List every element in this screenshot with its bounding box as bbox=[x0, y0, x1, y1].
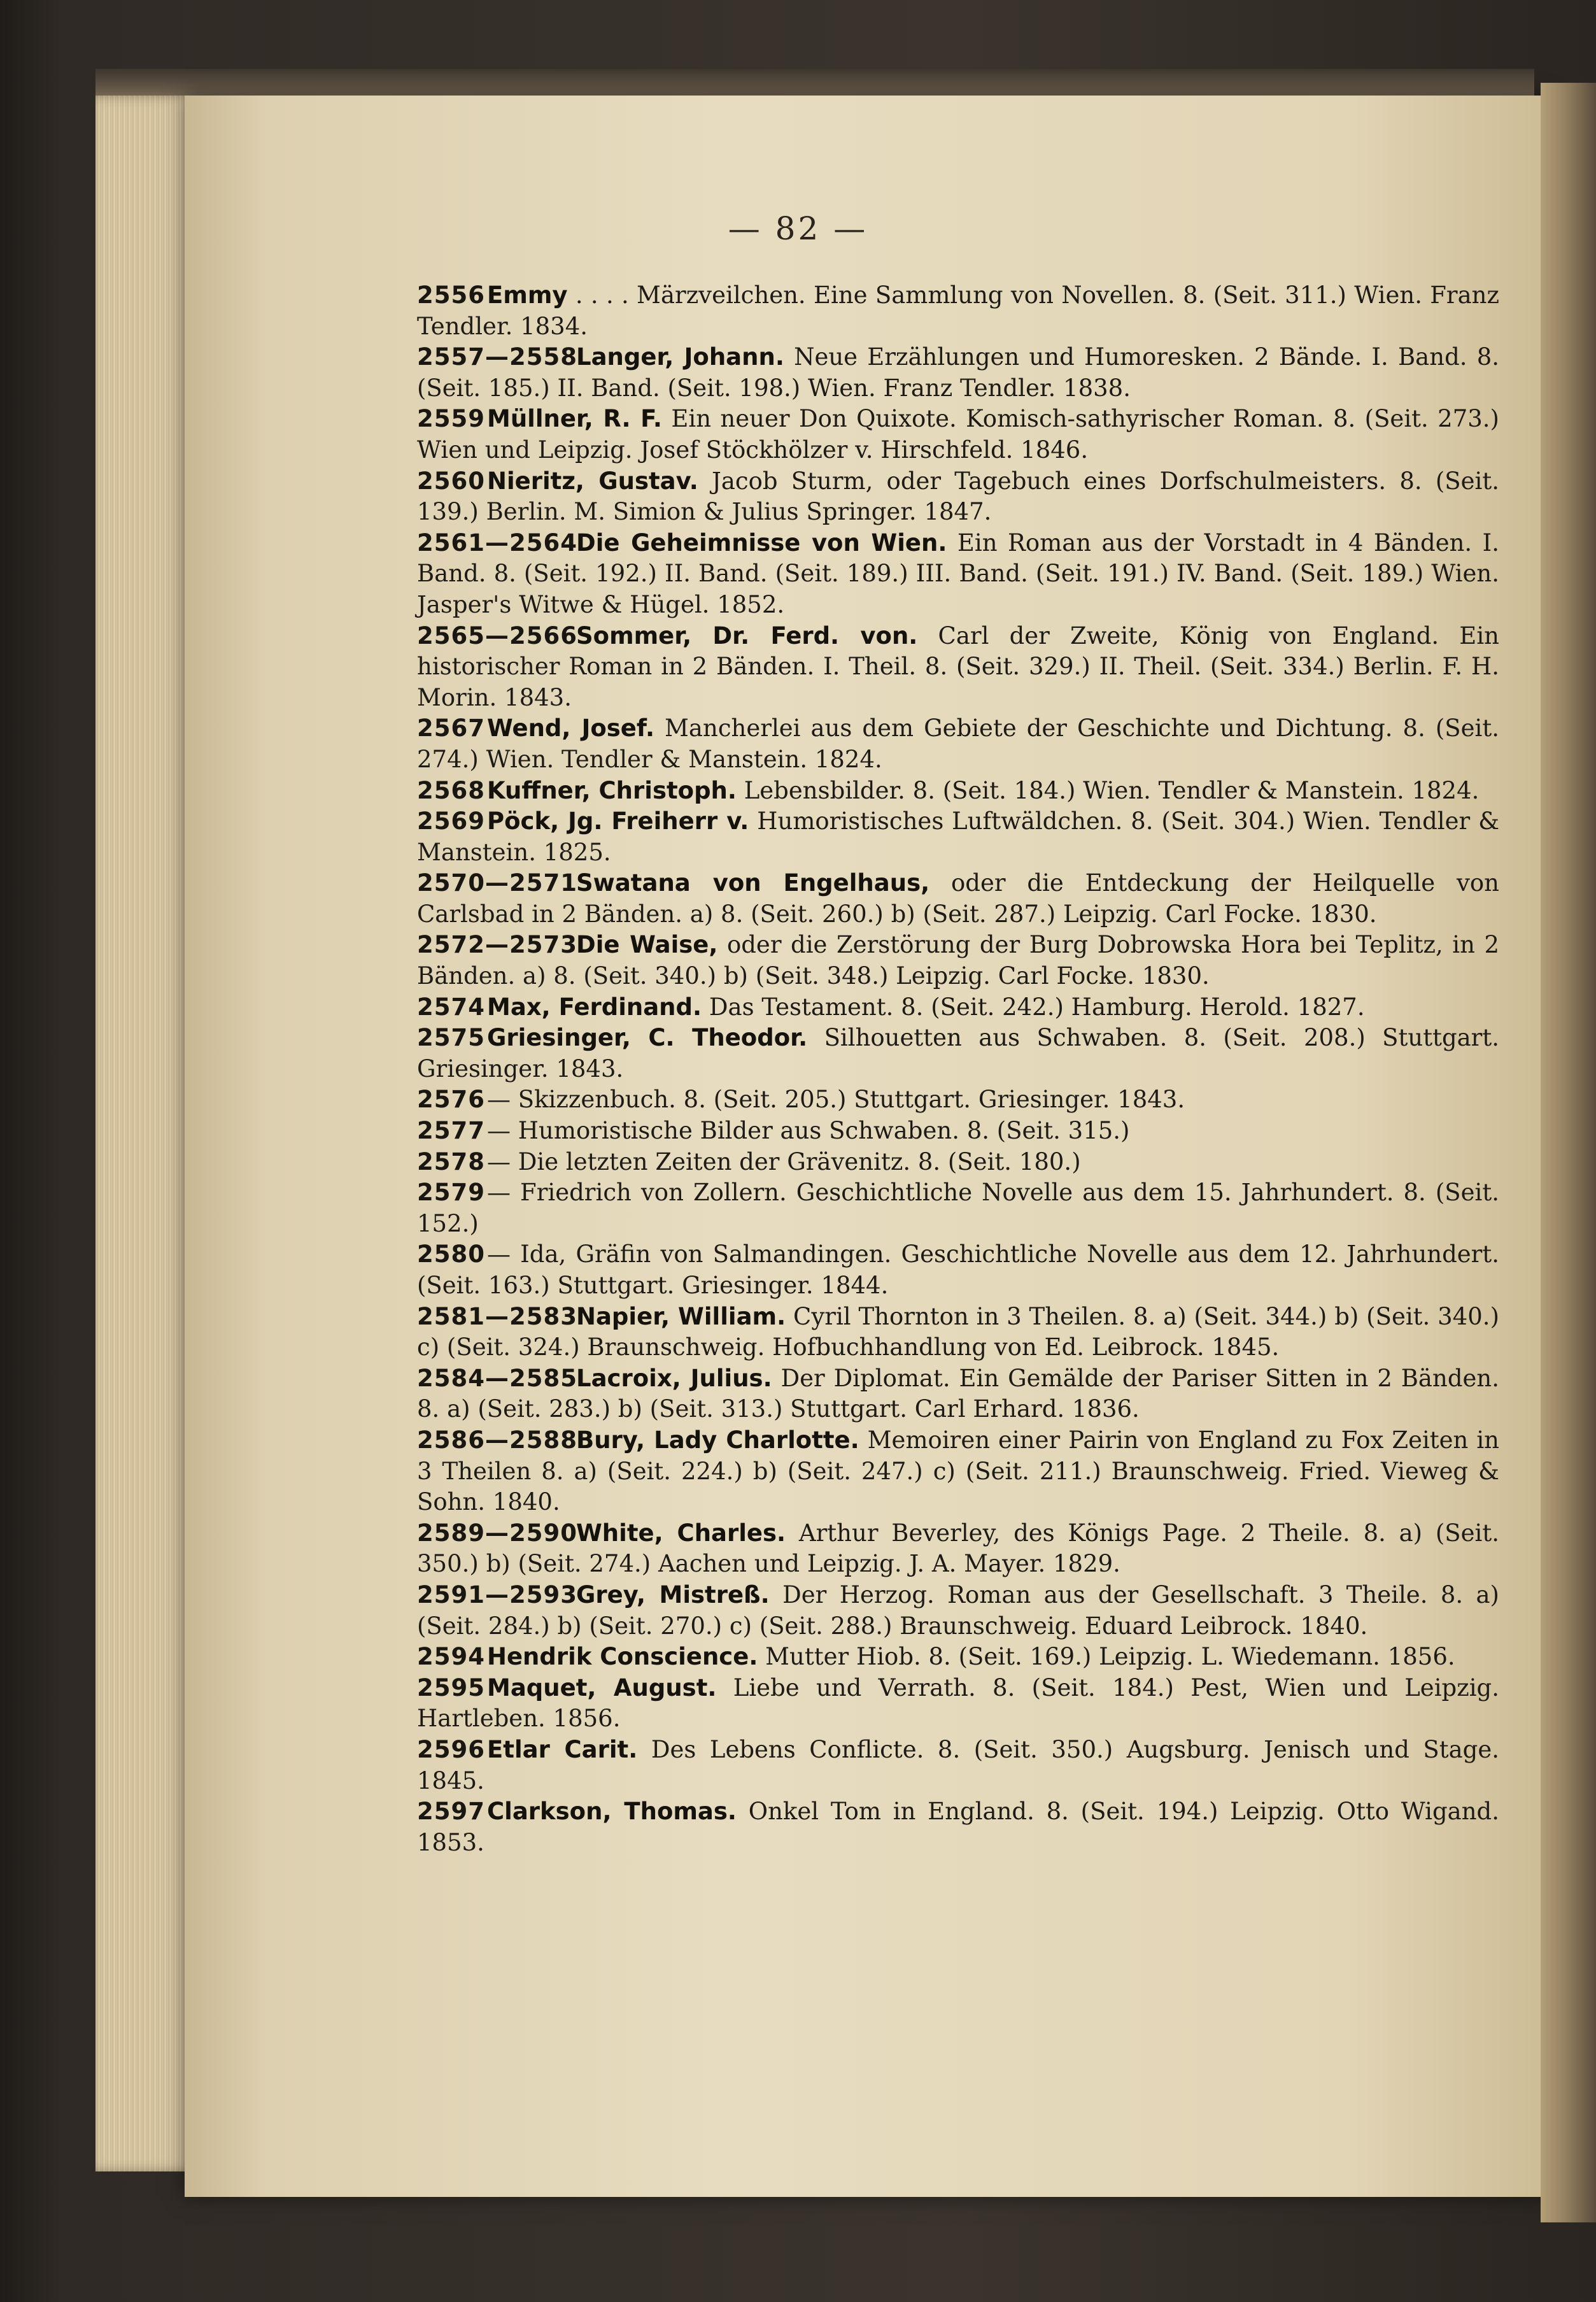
entry-author: Die Waise, bbox=[576, 931, 718, 959]
entry-number: 2576 bbox=[417, 1086, 485, 1114]
entry-text: Mutter Hiob. 8. (Seit. 169.) Leipzig. L. Wiedemann. 1856. bbox=[765, 1643, 1455, 1671]
entry-body bbox=[417, 1084, 1499, 1116]
entry-text: Der Diplomat. Ein Gemälde der Pariser Sitten in 2 Bänden. 8. a) (Seit. 283.) b) (Seit. 313.) Stuttgart. Carl Erhard. 1836. bbox=[417, 1364, 1499, 1423]
catalog-entry bbox=[417, 1796, 1499, 1858]
entry-body bbox=[417, 806, 1499, 868]
entry-number: 2596 bbox=[417, 1735, 485, 1763]
entry-body bbox=[417, 1642, 1499, 1673]
entry-number: 2560 bbox=[417, 467, 485, 495]
entry-number: 2569 bbox=[417, 807, 485, 835]
entry-author: Maquet, August. bbox=[487, 1673, 717, 1702]
entry-body bbox=[417, 1518, 1499, 1580]
entry-text: Des Lebens Conflicte. 8. (Seit. 350.) Augsburg. Jenisch und Stage. 1845. bbox=[417, 1735, 1500, 1794]
entry-author: Max, Ferdinand. bbox=[487, 993, 702, 1021]
catalog-entry bbox=[417, 1642, 1499, 1673]
entry-text: Carl der Zweite, König von England. Ein historischer Roman in 2 Bänden. I. Theil. 8. (Seit. 329.) II. Theil. (Seit. 334.) Berlin. F. H. Morin. 1843. bbox=[417, 622, 1499, 711]
catalog-entry bbox=[417, 1116, 1499, 1147]
entry-body bbox=[417, 1239, 1499, 1301]
entry-author: Die Geheimnisse von Wien. bbox=[576, 529, 947, 557]
catalog-entry bbox=[417, 404, 1499, 465]
entry-number: 2568 bbox=[417, 776, 485, 804]
entry-text: Mancherlei aus dem Gebiete der Geschichte und Dichtung. 8. (Seit. 274.) Wien. Tendler & Manstein. 1824. bbox=[417, 714, 1499, 773]
entry-body bbox=[417, 1735, 1499, 1796]
entry-number: 2561—2564 bbox=[417, 529, 577, 557]
entry-number: 2559 bbox=[417, 405, 485, 433]
catalog-entry bbox=[417, 1425, 1499, 1518]
entry-number: 2577 bbox=[417, 1117, 485, 1145]
entry-number: 2580 bbox=[417, 1240, 485, 1268]
catalog-entry bbox=[417, 1084, 1499, 1116]
entry-text: Ein Roman aus der Vorstadt in 4 Bänden. I. Band. 8. (Seit. 192.) II. Band. (Seit. 189.) III. Band. (Seit. 191.) IV. Band. (Seit. 189.) Wien. Jasper's Witwe & Hügel. 1852. bbox=[417, 529, 1500, 618]
catalog-entry bbox=[417, 466, 1499, 528]
entry-body bbox=[417, 1302, 1499, 1363]
entry-body bbox=[417, 868, 1499, 930]
page-stack-edge bbox=[95, 96, 197, 2171]
entry-number: 2579 bbox=[417, 1179, 485, 1207]
entry-number: 2595 bbox=[417, 1673, 485, 1702]
entry-text: Ein neuer Don Quixote. Komisch-sathyrischer Roman. 8. (Seit. 273.) Wien und Leipzig. Josef Stöckhölzer v. Hirschfeld. 1846. bbox=[417, 405, 1499, 464]
entry-body bbox=[417, 466, 1499, 528]
entry-text: — Skizzenbuch. 8. (Seit. 205.) Stuttgart. Griesinger. 1843. bbox=[487, 1086, 1185, 1114]
catalog-entry bbox=[417, 930, 1499, 991]
entry-number: 2584—2585 bbox=[417, 1364, 577, 1392]
entry-text: oder die Zerstörung der Burg Dobrowska Hora bei Teplitz, in 2 Bänden. a) 8. (Seit. 340.) b) (Seit. 348.) Leipzig. Carl Focke. 1830. bbox=[417, 931, 1500, 990]
catalog-entry bbox=[417, 868, 1499, 930]
entry-text: Das Testament. 8. (Seit. 242.) Hamburg. Herold. 1827. bbox=[709, 993, 1365, 1021]
entry-author: Wend, Josef. bbox=[487, 714, 655, 742]
entry-number: 2578 bbox=[417, 1147, 485, 1176]
catalog-entry bbox=[417, 280, 1499, 342]
catalog-entry bbox=[417, 1147, 1499, 1178]
entry-author: Emmy bbox=[487, 281, 568, 309]
entry-text: Neue Erzählungen und Humoresken. 2 Bände. I. Band. 8. (Seit. 185.) II. Band. (Seit. 198.) Wien. Franz Tendler. 1838. bbox=[417, 343, 1500, 402]
entry-body bbox=[417, 1363, 1499, 1425]
entry-body bbox=[417, 1425, 1499, 1518]
entry-text: Cyril Thornton in 3 Theilen. 8. a) (Seit. 344.) b) (Seit. 340.) c) (Seit. 324.) Braunschweig. Hofbuchhandlung von Ed. Leibrock. 1845. bbox=[417, 1302, 1499, 1361]
entry-author: Etlar Carit. bbox=[487, 1735, 638, 1763]
entry-text: Der Herzog. Roman aus der Gesellschaft. 3 Theile. 8. a) (Seit. 284.) b) (Seit. 270.) c) (Seit. 288.) Braunschweig. Eduard Leibrock. 1840. bbox=[417, 1581, 1499, 1640]
entry-number: 2586—2588 bbox=[417, 1426, 577, 1454]
catalog-entry bbox=[417, 342, 1499, 404]
catalog-entry bbox=[417, 1363, 1499, 1425]
entry-body bbox=[417, 1177, 1499, 1239]
catalog-entry bbox=[417, 1177, 1499, 1239]
catalog-entry bbox=[417, 1580, 1499, 1642]
entry-author: Clarkson, Thomas. bbox=[487, 1798, 737, 1826]
page-right-edge bbox=[1541, 83, 1596, 2222]
entry-text: Arthur Beverley, des Königs Page. 2 Theile. 8. a) (Seit. 350.) b) (Seit. 274.) Aachen und Leipzig. J. A. Mayer. 1829. bbox=[417, 1519, 1500, 1578]
entry-number: 2572—2573 bbox=[417, 931, 577, 959]
entry-text: oder die Entdeckung der Heilquelle von Carlsbad in 2 Bänden. a) 8. (Seit. 260.) b) (Seit. 287.) Leipzig. Carl Focke. 1830. bbox=[417, 869, 1500, 928]
page-number: — 82 — bbox=[728, 210, 868, 247]
catalog-entry bbox=[417, 1302, 1499, 1363]
entry-text: Liebe und Verrath. 8. (Seit. 184.) Pest, Wien und Leipzig. Hartleben. 1856. bbox=[417, 1673, 1499, 1733]
entry-body bbox=[417, 930, 1499, 991]
entry-number: 2597 bbox=[417, 1798, 485, 1826]
catalog-entry bbox=[417, 1673, 1499, 1735]
entry-body bbox=[417, 621, 1499, 714]
entry-number: 2591—2593 bbox=[417, 1581, 577, 1609]
entry-text: Onkel Tom in England. 8. (Seit. 194.) Leipzig. Otto Wigand. 1853. bbox=[417, 1798, 1499, 1856]
entry-number: 2589—2590 bbox=[417, 1519, 577, 1547]
entry-author: Langer, Johann. bbox=[576, 343, 784, 371]
catalog-entry bbox=[417, 992, 1499, 1023]
entry-number: 2575 bbox=[417, 1024, 485, 1052]
entry-number: 2574 bbox=[417, 993, 485, 1021]
entry-body bbox=[417, 1116, 1499, 1147]
entry-text: — Friedrich von Zollern. Geschichtliche Novelle aus dem 15. Jahrhundert. 8. (Seit. 152.) bbox=[417, 1179, 1499, 1237]
entry-text: — Humoristische Bilder aus Schwaben. 8. (Seit. 315.) bbox=[487, 1117, 1130, 1145]
entry-body bbox=[417, 1147, 1499, 1178]
entry-author: Kuffner, Christoph. bbox=[487, 776, 737, 804]
entry-number: 2581—2583 bbox=[417, 1302, 577, 1330]
entry-author: Griesinger, C. Theodor. bbox=[487, 1024, 808, 1052]
catalog-entry bbox=[417, 1735, 1499, 1796]
entry-text: . . . . Märzveilchen. Eine Sammlung von Novellen. 8. (Seit. 311.) Wien. Franz Tendler. 1834. bbox=[417, 281, 1500, 340]
entry-author: Bury, Lady Charlotte. bbox=[576, 1426, 859, 1454]
catalog-entry bbox=[417, 776, 1499, 807]
entry-author: Swatana von Engelhaus, bbox=[576, 869, 930, 897]
entry-author: White, Charles. bbox=[576, 1519, 786, 1547]
entry-author: Grey, Mistreß. bbox=[576, 1581, 770, 1609]
catalog-entry bbox=[417, 1239, 1499, 1301]
catalog-entry bbox=[417, 528, 1499, 621]
entry-number: 2556 bbox=[417, 281, 485, 309]
entry-author: Nieritz, Gustav. bbox=[487, 467, 698, 495]
entry-text: Memoiren einer Pairin von England zu Fox Zeiten in 3 Theilen 8. a) (Seit. 224.) b) (Seit. 247.) c) (Seit. 211.) Braunschweig. Fried. Vieweg & Sohn. 1840. bbox=[417, 1426, 1499, 1516]
catalog-entry bbox=[417, 806, 1499, 868]
catalog-entry bbox=[417, 621, 1499, 714]
entry-body bbox=[417, 992, 1499, 1023]
entry-body bbox=[417, 280, 1499, 342]
entry-body bbox=[417, 1796, 1499, 1858]
entry-body bbox=[417, 1023, 1499, 1084]
entry-text: Jacob Sturm, oder Tagebuch eines Dorfschulmeisters. 8. (Seit. 139.) Berlin. M. Simion & Julius Springer. 1847. bbox=[417, 467, 1499, 526]
entry-body bbox=[417, 528, 1499, 621]
entry-number: 2557—2558 bbox=[417, 343, 577, 371]
catalog-entry bbox=[417, 1518, 1499, 1580]
entry-author: Müllner, R. F. bbox=[487, 405, 662, 433]
entry-author: Hendrik Conscience. bbox=[487, 1643, 758, 1671]
entry-body bbox=[417, 1580, 1499, 1642]
entry-text: Silhouetten aus Schwaben. 8. (Seit. 208.) Stuttgart. Griesinger. 1843. bbox=[417, 1024, 1500, 1083]
entry-body bbox=[417, 713, 1499, 775]
entry-number: 2594 bbox=[417, 1643, 485, 1671]
entry-author: Napier, William. bbox=[576, 1302, 786, 1330]
entry-body bbox=[417, 1673, 1499, 1735]
entry-body bbox=[417, 776, 1499, 807]
entry-text: — Ida, Gräfin von Salmandingen. Geschichtliche Novelle aus dem 12. Jahrhundert. (Seit. 163.) Stuttgart. Griesinger. 1844. bbox=[417, 1240, 1499, 1299]
catalog-entry bbox=[417, 1023, 1499, 1084]
entry-text: Humoristisches Luftwäldchen. 8. (Seit. 304.) Wien. Tendler & Manstein. 1825. bbox=[417, 807, 1500, 866]
entry-body bbox=[417, 342, 1499, 404]
catalog-entries bbox=[417, 280, 1499, 1858]
entry-text: Lebensbilder. 8. (Seit. 184.) Wien. Tendler & Manstein. 1824. bbox=[744, 776, 1479, 804]
entry-number: 2567 bbox=[417, 714, 485, 742]
entry-author: Sommer, Dr. Ferd. von. bbox=[576, 622, 918, 650]
entry-number: 2570—2571 bbox=[417, 869, 577, 897]
entry-body bbox=[417, 404, 1499, 465]
entry-author: Pöck, Jg. Freiherr v. bbox=[487, 807, 749, 835]
entry-number: 2565—2566 bbox=[417, 622, 577, 650]
entry-text: — Die letzten Zeiten der Grävenitz. 8. (Seit. 180.) bbox=[487, 1147, 1081, 1176]
entry-author: Lacroix, Julius. bbox=[576, 1364, 772, 1392]
catalog-entry bbox=[417, 713, 1499, 775]
